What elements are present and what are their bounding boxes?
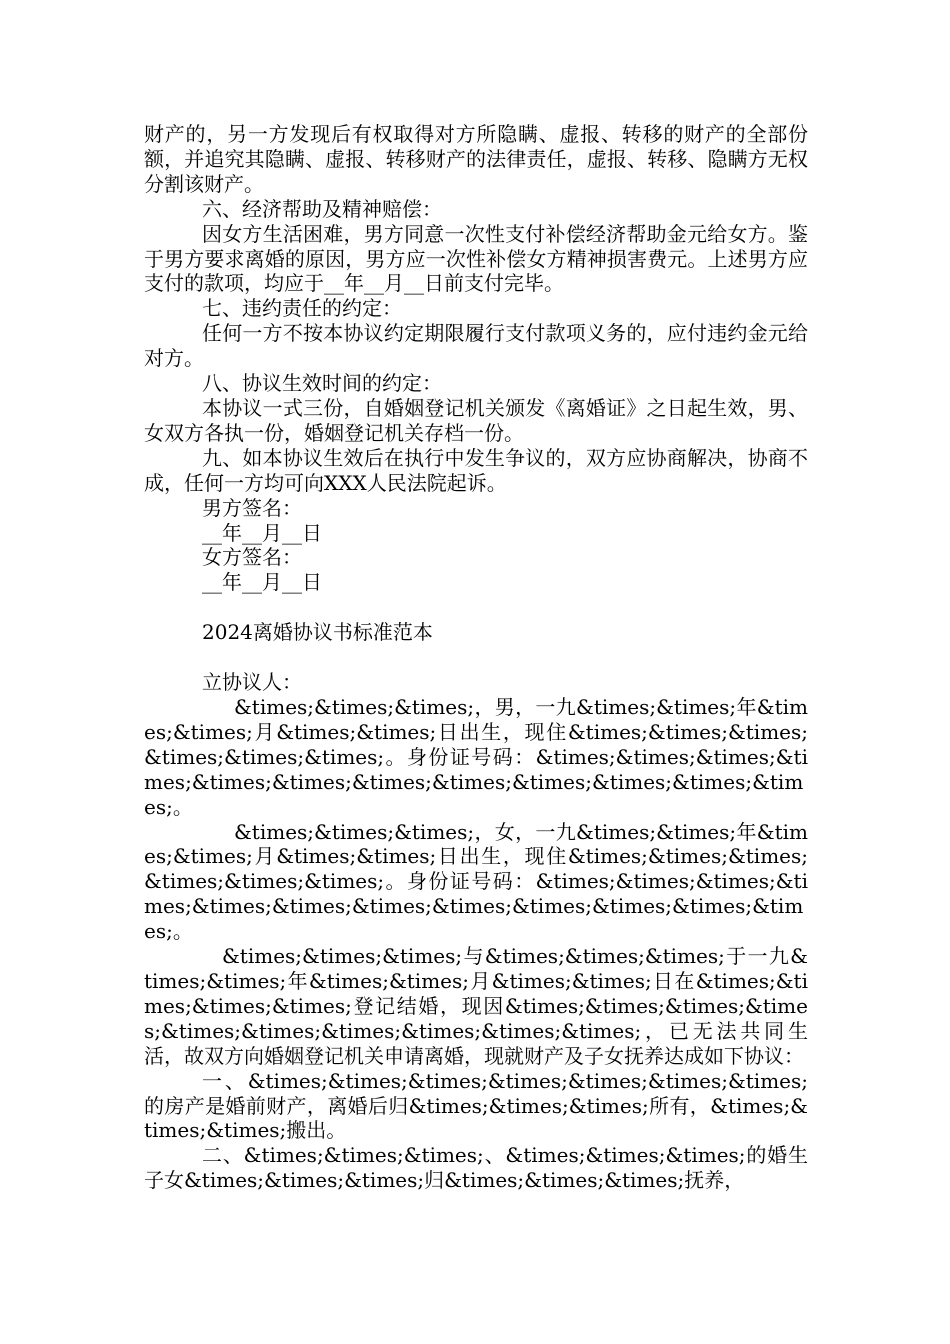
female-signature-label: 女方签名： [202,545,302,570]
parties-label: 立协议人： [202,670,302,695]
clause-2-custody: 二、&times;&times;&times;、&times;&times;&times;的婚生子女&times;&times;&times;归&times;&times;&times;抚养， [144,1143,808,1193]
document-page [144,122,808,1193]
party-female-info: &times;&times;&times;，女，一九&times;&times;年&times;&times;月&times;&times;日出生，现住&times;&times;&times;&times;&times;&times;。身份证号码：&times;&times;&times;&times;&times;&times;&times;&times;&times;&times;&times;&times;。 [144,819,808,944]
male-signature-date: __年__月__日 [202,520,322,545]
heading-economic-help: 六、经济帮助及精神赔偿： [202,196,442,221]
document-title: 2024离婚协议书标准范本 [202,620,433,645]
paragraph-dispute-resolution: 九、如本协议生效后在执行中发生争议的，双方应协商解决，协商不成，任何一方均可向XXX人民法院起诉。 [144,445,808,495]
paragraph-economic-help: 因女方生活困难，男方同意一次性支付补偿经济帮助金元给女方。鉴于男方要求离婚的原因，男方应一次性补偿女方精神损害费元。上述男方应支付的款项，均应于__年__月__日前支付完毕。 [144,221,808,296]
heading-breach-liability: 七、违约责任的约定： [202,296,402,321]
male-signature-label: 男方签名： [202,495,302,520]
heading-effective-time: 八、协议生效时间的约定： [202,371,442,396]
paragraph-property-concealment: 财产的，另一方发现后有权取得对方所隐瞒、虚报、转移的财产的全部份额，并追究其隐瞒、虚报、转移财产的法律责任，虚报、转移、隐瞒方无权分割该财产。 [144,122,808,196]
paragraph-effective-time: 本协议一式三份，自婚姻登记机关颁发《离婚证》之日起生效，男、女双方各执一份，婚姻登记机关存档一份。 [144,395,808,445]
paragraph-breach-liability: 任何一方不按本协议约定期限履行支付款项义务的，应付违约金元给对方。 [144,321,808,371]
party-male-info: &times;&times;&times;，男，一九&times;&times;年&times;&times;月&times;&times;日出生，现住&times;&times;&times;&times;&times;&times;。身份证号码：&times;&times;&times;&times;&times;&times;&times;&times;&times;&times;&times;&times;。 [144,695,808,819]
clause-1-property: 一、&times;&times;&times;&times;&times;&times;&times;的房产是婚前财产，离婚后归&times;&times;&times;所有，&times;&times;&times;搬出。 [144,1068,808,1143]
female-signature-date: __年__月__日 [202,570,322,595]
marriage-info: &times;&times;&times;与&times;&times;&times;于一九&times;&times;年&times;&times;月&times;&times;日在&times;&times;&times;&times;登记结婚，现因&times;&times;&times;&times;&times;&times;&times;&times;&times;&times;，已无法共同生活，故双方向婚姻登记机关申请离婚，现就财产及子女抚养达成如下协议： [144,944,808,1068]
